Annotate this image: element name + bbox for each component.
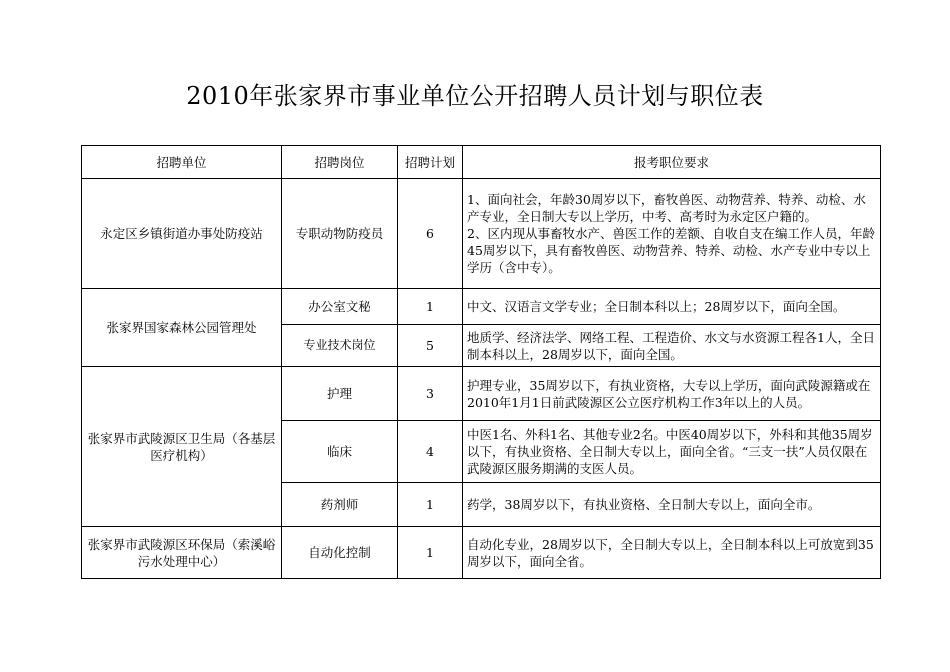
table-header-row	[82, 146, 881, 179]
table-row	[82, 527, 881, 579]
unit-name: 张家界国家森林公园管理处	[82, 289, 282, 367]
position-count: 1	[398, 289, 463, 325]
position-title: 护理	[282, 367, 398, 421]
header-position: 招聘岗位	[282, 146, 398, 179]
table-row	[82, 179, 881, 289]
requirement-line: 1、面向社会，年龄30周岁以下，畜牧兽医、动物营养、特养、动检、水产专业，全日制大专以上学历，中考、高考时为永定区户籍的。	[467, 192, 866, 224]
position-count: 5	[398, 325, 463, 367]
position-requirements: 中文、汉语言文学专业；全日制本科以上；28周岁以下，面向全国。	[463, 289, 881, 325]
unit-name: 永定区乡镇街道办事处防疫站	[82, 179, 282, 289]
position-requirements: 护理专业，35周岁以下，有执业资格，大专以上学历，面向武陵源籍或在2010年1月1日前武陵源区公立医疗机构工作3年以上的人员。	[463, 367, 881, 421]
position-count: 6	[398, 179, 463, 289]
position-title: 专职动物防疫员	[282, 179, 398, 289]
requirement-line: 2、区内现从事畜牧水产、兽医工作的差额、自收自支在编工作人员，年龄45周岁以下，具有畜牧兽医、动物营养、特养、动检、水产专业中专以上学历（含中专）。	[467, 226, 875, 275]
position-count: 3	[398, 367, 463, 421]
position-requirements: 中医1名、外科1名、其他专业2名。中医40周岁以下，外科和其他35周岁以下，有执业资格、全日制大专以上，面向全省。“三支一扶”人员仅限在武陵源区服务期满的支医人员。	[463, 421, 881, 483]
page-title: 2010年张家界市事业单位公开招聘人员计划与职位表	[186, 82, 764, 110]
unit-name: 张家界市武陵源区环保局（索溪峪污水处理中心）	[82, 527, 282, 579]
position-title: 临床	[282, 421, 398, 483]
position-title: 药剂师	[282, 483, 398, 527]
position-requirements	[463, 179, 881, 289]
position-title: 办公室文秘	[282, 289, 398, 325]
position-requirements: 地质学、经济法学、网络工程、工程造价、水文与水资源工程各1人，全日制本科以上，28周岁以下，面向全国。	[463, 325, 881, 367]
recruitment-table	[81, 145, 881, 579]
position-requirements: 自动化专业，28周岁以下，全日制大专以上，全日制本科以上可放宽到35周岁以下，面向全省。	[463, 527, 881, 579]
position-title: 专业技术岗位	[282, 325, 398, 367]
header-count: 招聘计划	[398, 146, 463, 179]
table-row	[82, 367, 881, 421]
position-count: 4	[398, 421, 463, 483]
position-requirements: 药学，38周岁以下，有执业资格、全日制大专以上，面向全市。	[463, 483, 881, 527]
position-title: 自动化控制	[282, 527, 398, 579]
position-count: 1	[398, 527, 463, 579]
position-count: 1	[398, 483, 463, 527]
table-row	[82, 289, 881, 325]
header-unit: 招聘单位	[82, 146, 282, 179]
unit-name: 张家界市武陵源区卫生局（各基层医疗机构）	[82, 367, 282, 527]
header-requirements: 报考职位要求	[463, 146, 881, 179]
